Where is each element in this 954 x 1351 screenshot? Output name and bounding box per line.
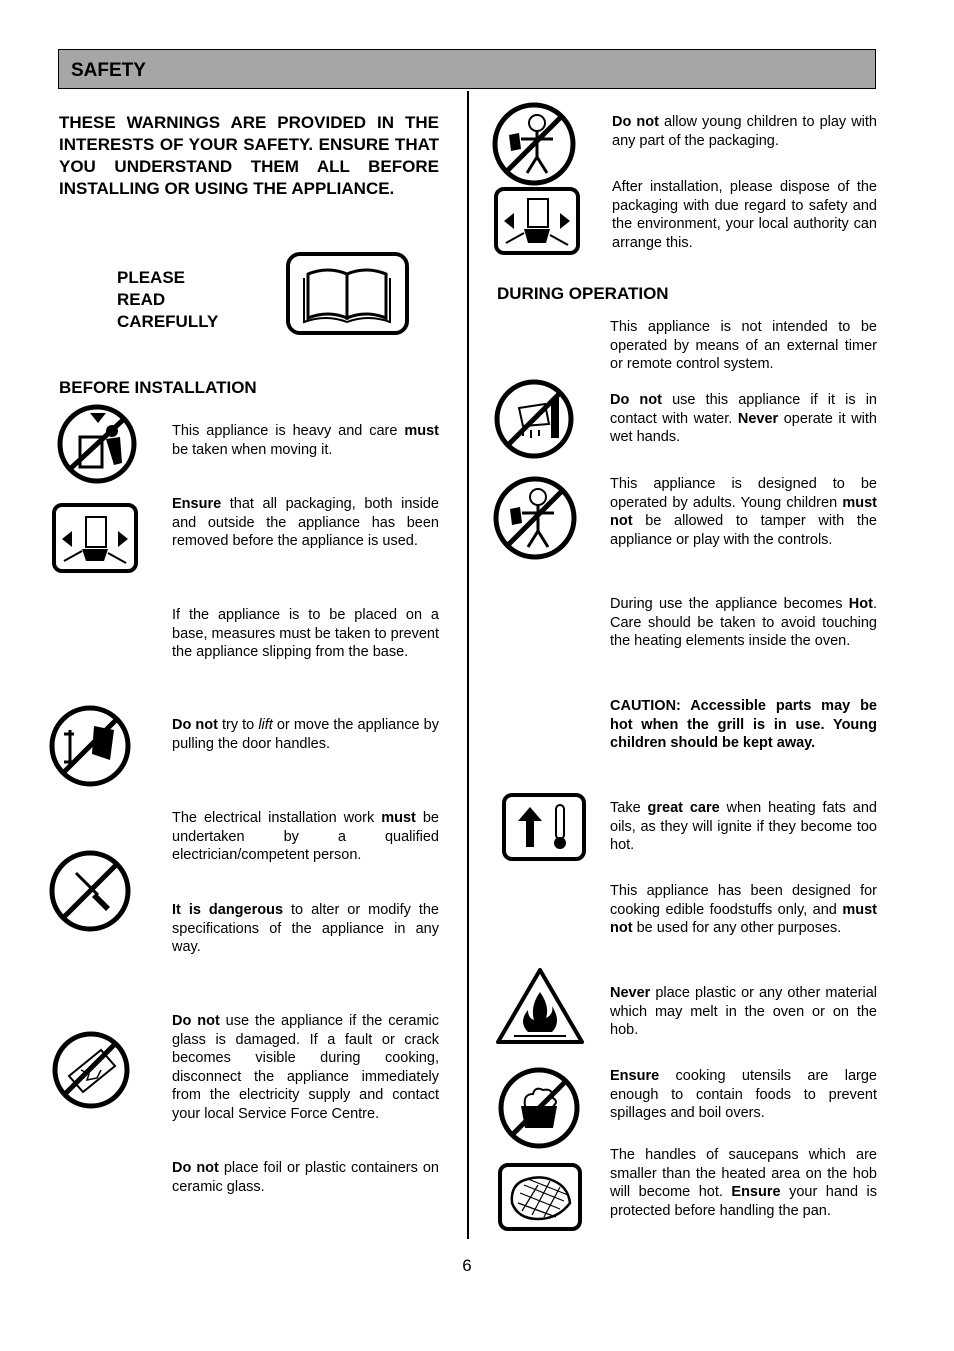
- packaging-disposal-icon: [494, 187, 580, 255]
- warning-remote-control: This appliance is not intended to be operated by means of an external timer or remote control system.: [610, 319, 877, 372]
- warning-foil: Do not place foil or plastic containers on ceramic glass.: [172, 1160, 439, 1195]
- column-divider: [467, 91, 469, 1239]
- warning-utensils: Ensure cooking utensils are large enough to contain foods to prevent spillages and boil overs.: [610, 1068, 877, 1121]
- packaging-disposal-text: After installation, please dispose of the packaging with due regard to safety and the environment, your local authority can arrange this.: [612, 179, 877, 251]
- warning-door-handles: Do not try to lift or move the appliance by pulling the door handles.: [172, 717, 439, 752]
- before-installation-heading: BEFORE INSTALLATION: [59, 378, 257, 397]
- warning-modify: It is dangerous to alter or modify the specifications of the appliance in any way.: [172, 902, 439, 955]
- no-child-play-icon: [491, 101, 577, 187]
- caution-grill: CAUTION: Accessible parts may be hot when the grill is in use. Young children should be kept away.: [610, 698, 877, 751]
- warning-children-packaging: Do not allow young children to play with any part of the packaging.: [612, 114, 877, 149]
- please-read-line: PLEASE: [117, 268, 186, 287]
- no-boil-over-icon: [497, 1066, 581, 1150]
- no-screwdriver-icon: [48, 849, 132, 933]
- no-wet-hands-icon: [493, 378, 575, 460]
- fire-warning-icon: [494, 966, 586, 1046]
- please-read-label: [117, 267, 218, 333]
- no-lift-by-handle-icon: [48, 704, 132, 788]
- packaging-removal-icon: [52, 503, 138, 573]
- warning-plastic: Never place plastic or any other material which may melt in the oven or on the hob.: [610, 985, 877, 1038]
- warning-water: Do not use this appliance if it is in contact with water. Never operate it with wet hands.: [610, 392, 877, 445]
- warning-hot: During use the appliance becomes Hot. Care should be taken to avoid touching the heating elements inside the oven.: [610, 596, 877, 649]
- warning-saucepan-handles: The handles of saucepans which are smaller than the heated area on the hob will become hot. Ensure your hand is protected before handling the pan.: [610, 1147, 877, 1219]
- warning-base: If the appliance is to be placed on a base, measures must be taken to prevent the appliance slipping from the base.: [172, 607, 439, 660]
- page-title: SAFETY: [71, 60, 146, 81]
- no-child-tamper-icon: [492, 475, 578, 561]
- please-read-line: READ: [117, 290, 166, 309]
- hot-temperature-icon: [502, 793, 586, 861]
- during-operation-heading: DURING OPERATION: [497, 284, 669, 303]
- warning-food-only: This appliance has been designed for cooking edible foodstuffs only, and must not be used for any other purposes.: [610, 883, 877, 936]
- warning-adults-only: This appliance is designed to be operated by adults. Young children must not be allowed to tamper with the appliance or play with the controls.: [610, 476, 877, 548]
- warning-heavy: This appliance is heavy and care must be taken when moving it.: [172, 423, 439, 458]
- cracked-glass-icon: [51, 1030, 131, 1110]
- warning-packaging: Ensure that all packaging, both inside and outside the appliance has been removed before the appliance is used.: [172, 496, 439, 549]
- section-header: [58, 49, 876, 89]
- intro-warning: THESE WARNINGS ARE PROVIDED IN THE INTERESTS OF YOUR SAFETY. ENSURE THAT YOU UNDERSTAND THEM ALL BEFORE INSTALLING OR USING THE APPLIANCE.: [59, 113, 439, 198]
- warning-electrical: The electrical installation work must be undertaken by a qualified electrician/competent person.: [172, 810, 439, 863]
- warning-fats-oils: Take great care when heating fats and oils, as they will ignite if they become too hot.: [610, 800, 877, 853]
- book-icon: [286, 252, 409, 335]
- please-read-line: CAREFULLY: [117, 312, 219, 331]
- oven-glove-icon: [498, 1163, 582, 1231]
- warning-ceramic-glass: Do not use the appliance if the ceramic glass is damaged. If a fault or crack becomes visible during cooking, disconnect the appliance immediately from the electricity supply and contact your local Service Force Centre.: [172, 1013, 439, 1122]
- heavy-lifting-icon: [56, 403, 138, 485]
- page-number: 6: [462, 1256, 472, 1275]
